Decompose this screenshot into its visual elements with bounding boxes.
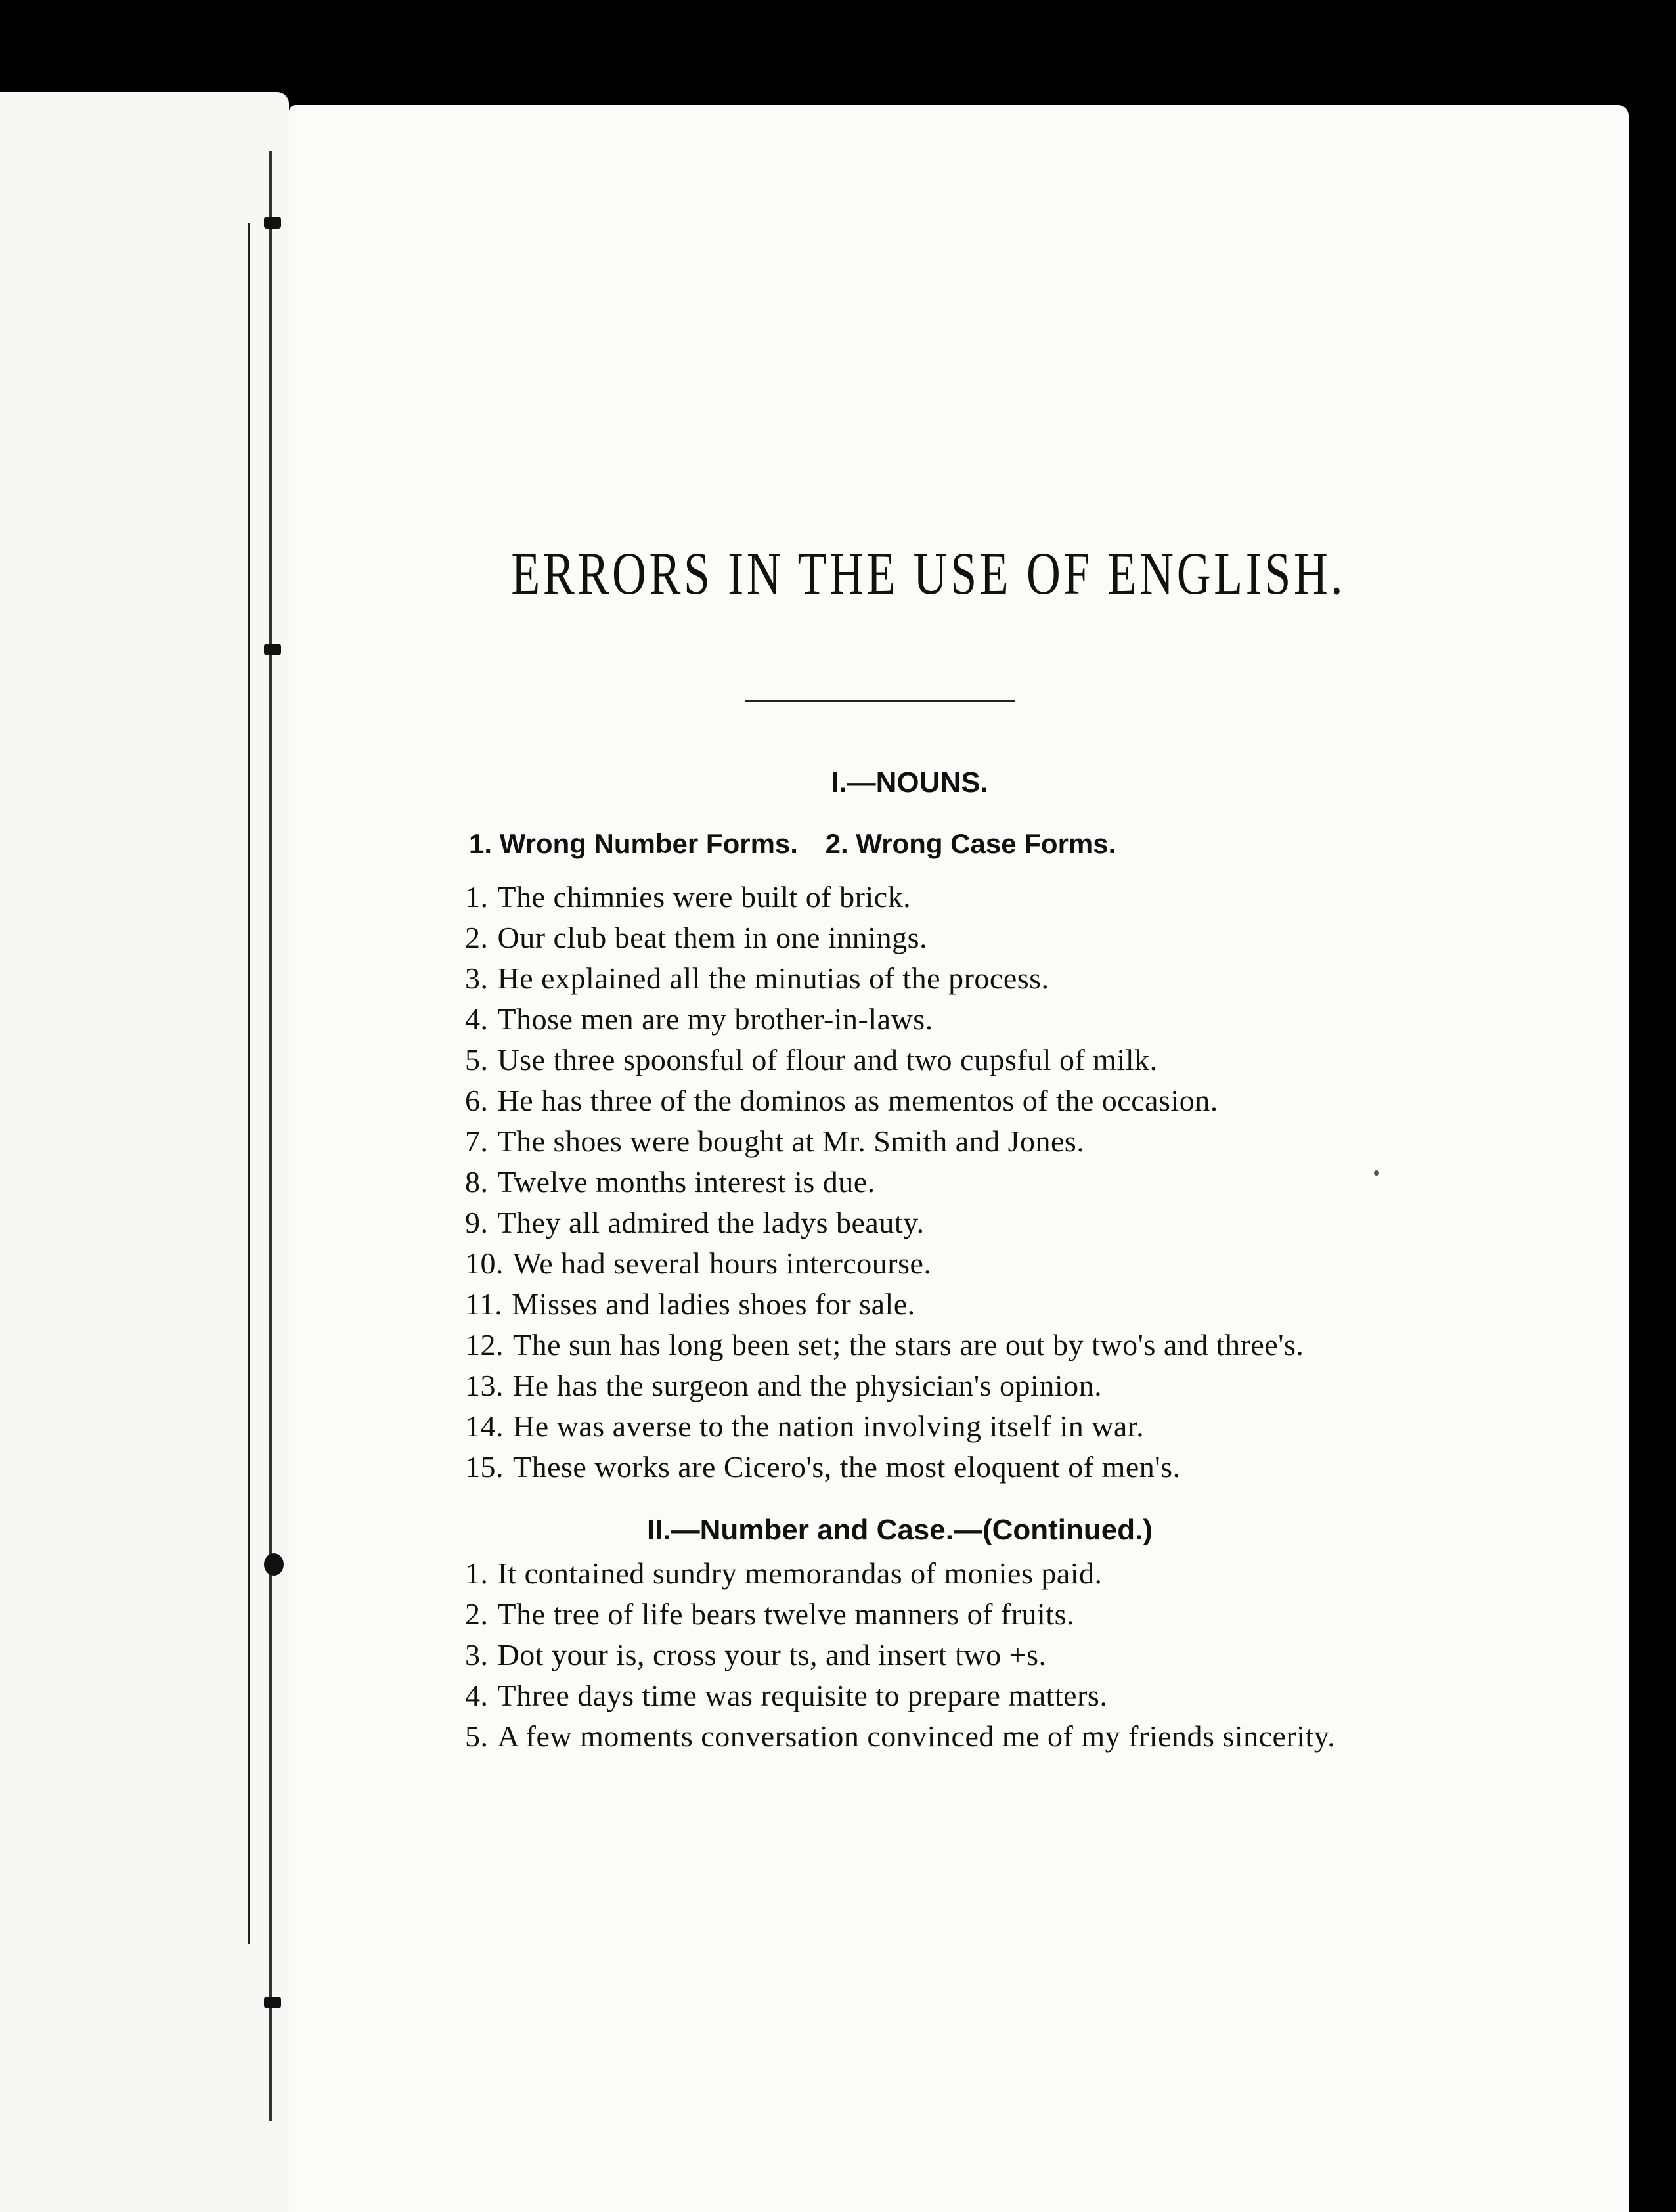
list-item: 13. He has the surgeon and the physician's opinion. — [465, 1369, 1103, 1402]
list-item: 3. He explained all the minutias of the process. — [465, 962, 1049, 995]
list-item: 1. The chimnies were built of brick. — [465, 880, 912, 914]
section-heading-number-case: II.—Number and Case.—(Continued.) — [646, 1514, 1153, 1546]
list-item: 1. It contained sundry memorandas of monies paid. — [465, 1557, 1103, 1590]
list-item: 7. The shoes were bought at Mr. Smith and Jones. — [465, 1124, 1085, 1158]
section-heading-nouns: I.—NOUNS. — [831, 766, 988, 799]
list-item: 5. Use three spoonsful of flour and two cupsful of milk. — [465, 1043, 1158, 1076]
list-item: 15. These works are Cicero's, the most eloquent of men's. — [465, 1450, 1181, 1484]
stitch-mark — [264, 217, 281, 229]
list-item: 8. Twelve months interest is due. — [465, 1165, 875, 1199]
list-item: 5. A few moments conversation convinced me of my friends sincerity. — [465, 1719, 1336, 1753]
left-page — [0, 92, 289, 2212]
list-item: 4. Three days time was requisite to prepare matters. — [465, 1679, 1108, 1712]
page-title: ERRORS IN THE USE OF ENGLISH. — [511, 540, 1346, 607]
subheading-case-forms: 2. Wrong Case Forms. — [825, 828, 1116, 859]
list-item: 12. The sun has long been set; the stars are out by two's and three's. — [465, 1328, 1304, 1361]
title-divider — [745, 700, 1015, 702]
list-item: 14. He was averse to the nation involving itself in war. — [465, 1409, 1145, 1443]
stitch-mark — [264, 1553, 284, 1576]
list-item: 11. Misses and ladies shoes for sale. — [465, 1287, 915, 1321]
page-content — [407, 539, 1353, 1757]
stitch-mark — [264, 1997, 281, 2008]
subheading-row — [469, 828, 1353, 860]
list-item: 6. He has three of the dominos as mementos of the occasion. — [465, 1084, 1218, 1117]
stitch-mark — [264, 644, 281, 655]
exercise-list-number-case — [407, 1553, 1353, 1757]
binding-stitch — [269, 151, 277, 2121]
list-item: 2. The tree of life bears twelve manners of fruits. — [465, 1597, 1074, 1631]
list-item: 2. Our club beat them in one innings. — [465, 921, 927, 954]
list-item: 10. We had several hours intercourse. — [465, 1247, 932, 1280]
list-item: 3. Dot your is, cross your ts, and insert two +s. — [465, 1638, 1047, 1671]
exercise-list-nouns — [407, 877, 1353, 1488]
spine-edge-line — [248, 223, 250, 1944]
list-item: 9. They all admired the ladys beauty. — [465, 1206, 925, 1239]
subheading-number-forms: 1. Wrong Number Forms. — [469, 828, 798, 859]
list-item: 4. Those men are my brother-in-laws. — [465, 1002, 933, 1036]
paper-speck — [1374, 1170, 1379, 1176]
